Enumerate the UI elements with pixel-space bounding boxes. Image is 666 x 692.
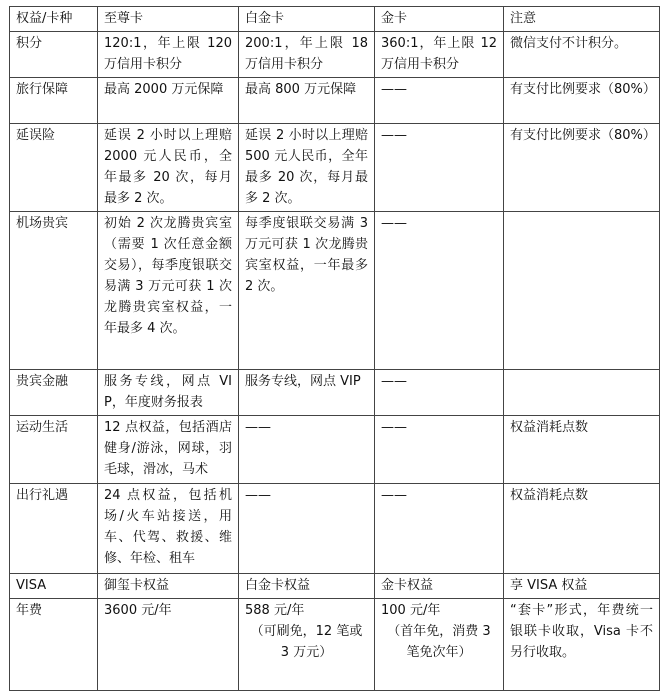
table-row (10, 78, 660, 124)
row-label: 机场贵宾 (10, 212, 98, 370)
zhizun-cell: 3600 元/年 (98, 599, 239, 691)
jinka-cell: 360:1，年上限 12 万信用卡积分 (375, 32, 504, 78)
table-row (10, 484, 660, 574)
baijin-cell: 每季度银联交易满 3 万元可获 1 次龙腾贵宾室权益，一年最多 2 次。 (239, 212, 375, 370)
note-cell: 有支付比例要求（80%） (504, 78, 660, 124)
table-header-row (10, 7, 660, 32)
zhizun-cell: 初始 2 次龙腾贵宾室（需要 1 次任意金额交易），每季度银联交易满 3 万元可获 1 次龙腾贵宾室权益，一年最多 4 次。 (98, 212, 239, 370)
zhizun-cell: 延误 2 小时以上理赔 2000 元人民币，全年最多 20 次，每月最多 2 次。 (98, 124, 239, 212)
table-row (10, 212, 660, 370)
table-row (10, 599, 660, 691)
row-label: 贵宾金融 (10, 370, 98, 416)
annual-fee-waiver: （可刷免，12 笔或 3 万元） (250, 624, 363, 660)
annual-fee-waiver: （首年免，消费 3 笔免次年） (387, 624, 491, 660)
header-jin-card: 金卡 (375, 7, 504, 32)
baijin-cell: 200:1，年上限 18 万信用卡积分 (239, 32, 375, 78)
note-cell (504, 212, 660, 370)
row-label: 出行礼遇 (10, 484, 98, 574)
header-benefit-card-type: 权益/卡种 (10, 7, 98, 32)
row-label: 运动生活 (10, 416, 98, 484)
header-note: 注意 (504, 7, 660, 32)
row-label: 积分 (10, 32, 98, 78)
annual-fee-amount: 100 元/年 (381, 603, 441, 618)
jinka-cell: 金卡权益 (375, 574, 504, 599)
header-baijin-card: 白金卡 (239, 7, 375, 32)
jinka-cell: —— (375, 416, 504, 484)
row-label: 年费 (10, 599, 98, 691)
row-label: 延误险 (10, 124, 98, 212)
baijin-cell: —— (239, 416, 375, 484)
row-label: VISA (10, 574, 98, 599)
note-cell: 享 VISA 权益 (504, 574, 660, 599)
note-cell: “套卡”形式，年费统一银联卡收取，Visa 卡不另行收取。 (504, 599, 660, 691)
zhizun-cell: 12 点权益，包括酒店健身/游泳，网球，羽毛球，滑冰，马术 (98, 416, 239, 484)
table-row (10, 416, 660, 484)
zhizun-cell: 最高 2000 万元保障 (98, 78, 239, 124)
baijin-cell: 最高 800 万元保障 (239, 78, 375, 124)
zhizun-cell: 24 点权益，包括机场/火车站接送，用车、代驾、救援、维修、年检、租车 (98, 484, 239, 574)
note-cell: 权益消耗点数 (504, 416, 660, 484)
baijin-cell: 服务专线，网点 VIP (239, 370, 375, 416)
table-row (10, 370, 660, 416)
table-row (10, 32, 660, 78)
note-cell: 有支付比例要求（80%） (504, 124, 660, 212)
zhizun-cell: 御玺卡权益 (98, 574, 239, 599)
jinka-cell: —— (375, 212, 504, 370)
card-benefits-table (9, 6, 660, 691)
baijin-cell (239, 599, 375, 691)
note-cell: 权益消耗点数 (504, 484, 660, 574)
zhizun-cell: 服务专线，网点 VIP，年度财务报表 (98, 370, 239, 416)
jinka-cell: —— (375, 78, 504, 124)
table-row (10, 124, 660, 212)
zhizun-cell: 120:1，年上限 120 万信用卡积分 (98, 32, 239, 78)
baijin-cell: —— (239, 484, 375, 574)
annual-fee-amount: 588 元/年 (245, 603, 305, 618)
jinka-cell: —— (375, 124, 504, 212)
jinka-cell: —— (375, 484, 504, 574)
card-benefits-table-wrapper (9, 6, 660, 691)
table-row (10, 574, 660, 599)
baijin-cell: 白金卡权益 (239, 574, 375, 599)
note-cell: 微信支付不计积分。 (504, 32, 660, 78)
jinka-cell (375, 599, 504, 691)
header-zhizun-card: 至尊卡 (98, 7, 239, 32)
baijin-cell: 延误 2 小时以上理赔 500 元人民币，全年最多 20 次，每月最多 2 次。 (239, 124, 375, 212)
row-label: 旅行保障 (10, 78, 98, 124)
jinka-cell: —— (375, 370, 504, 416)
note-cell (504, 370, 660, 416)
